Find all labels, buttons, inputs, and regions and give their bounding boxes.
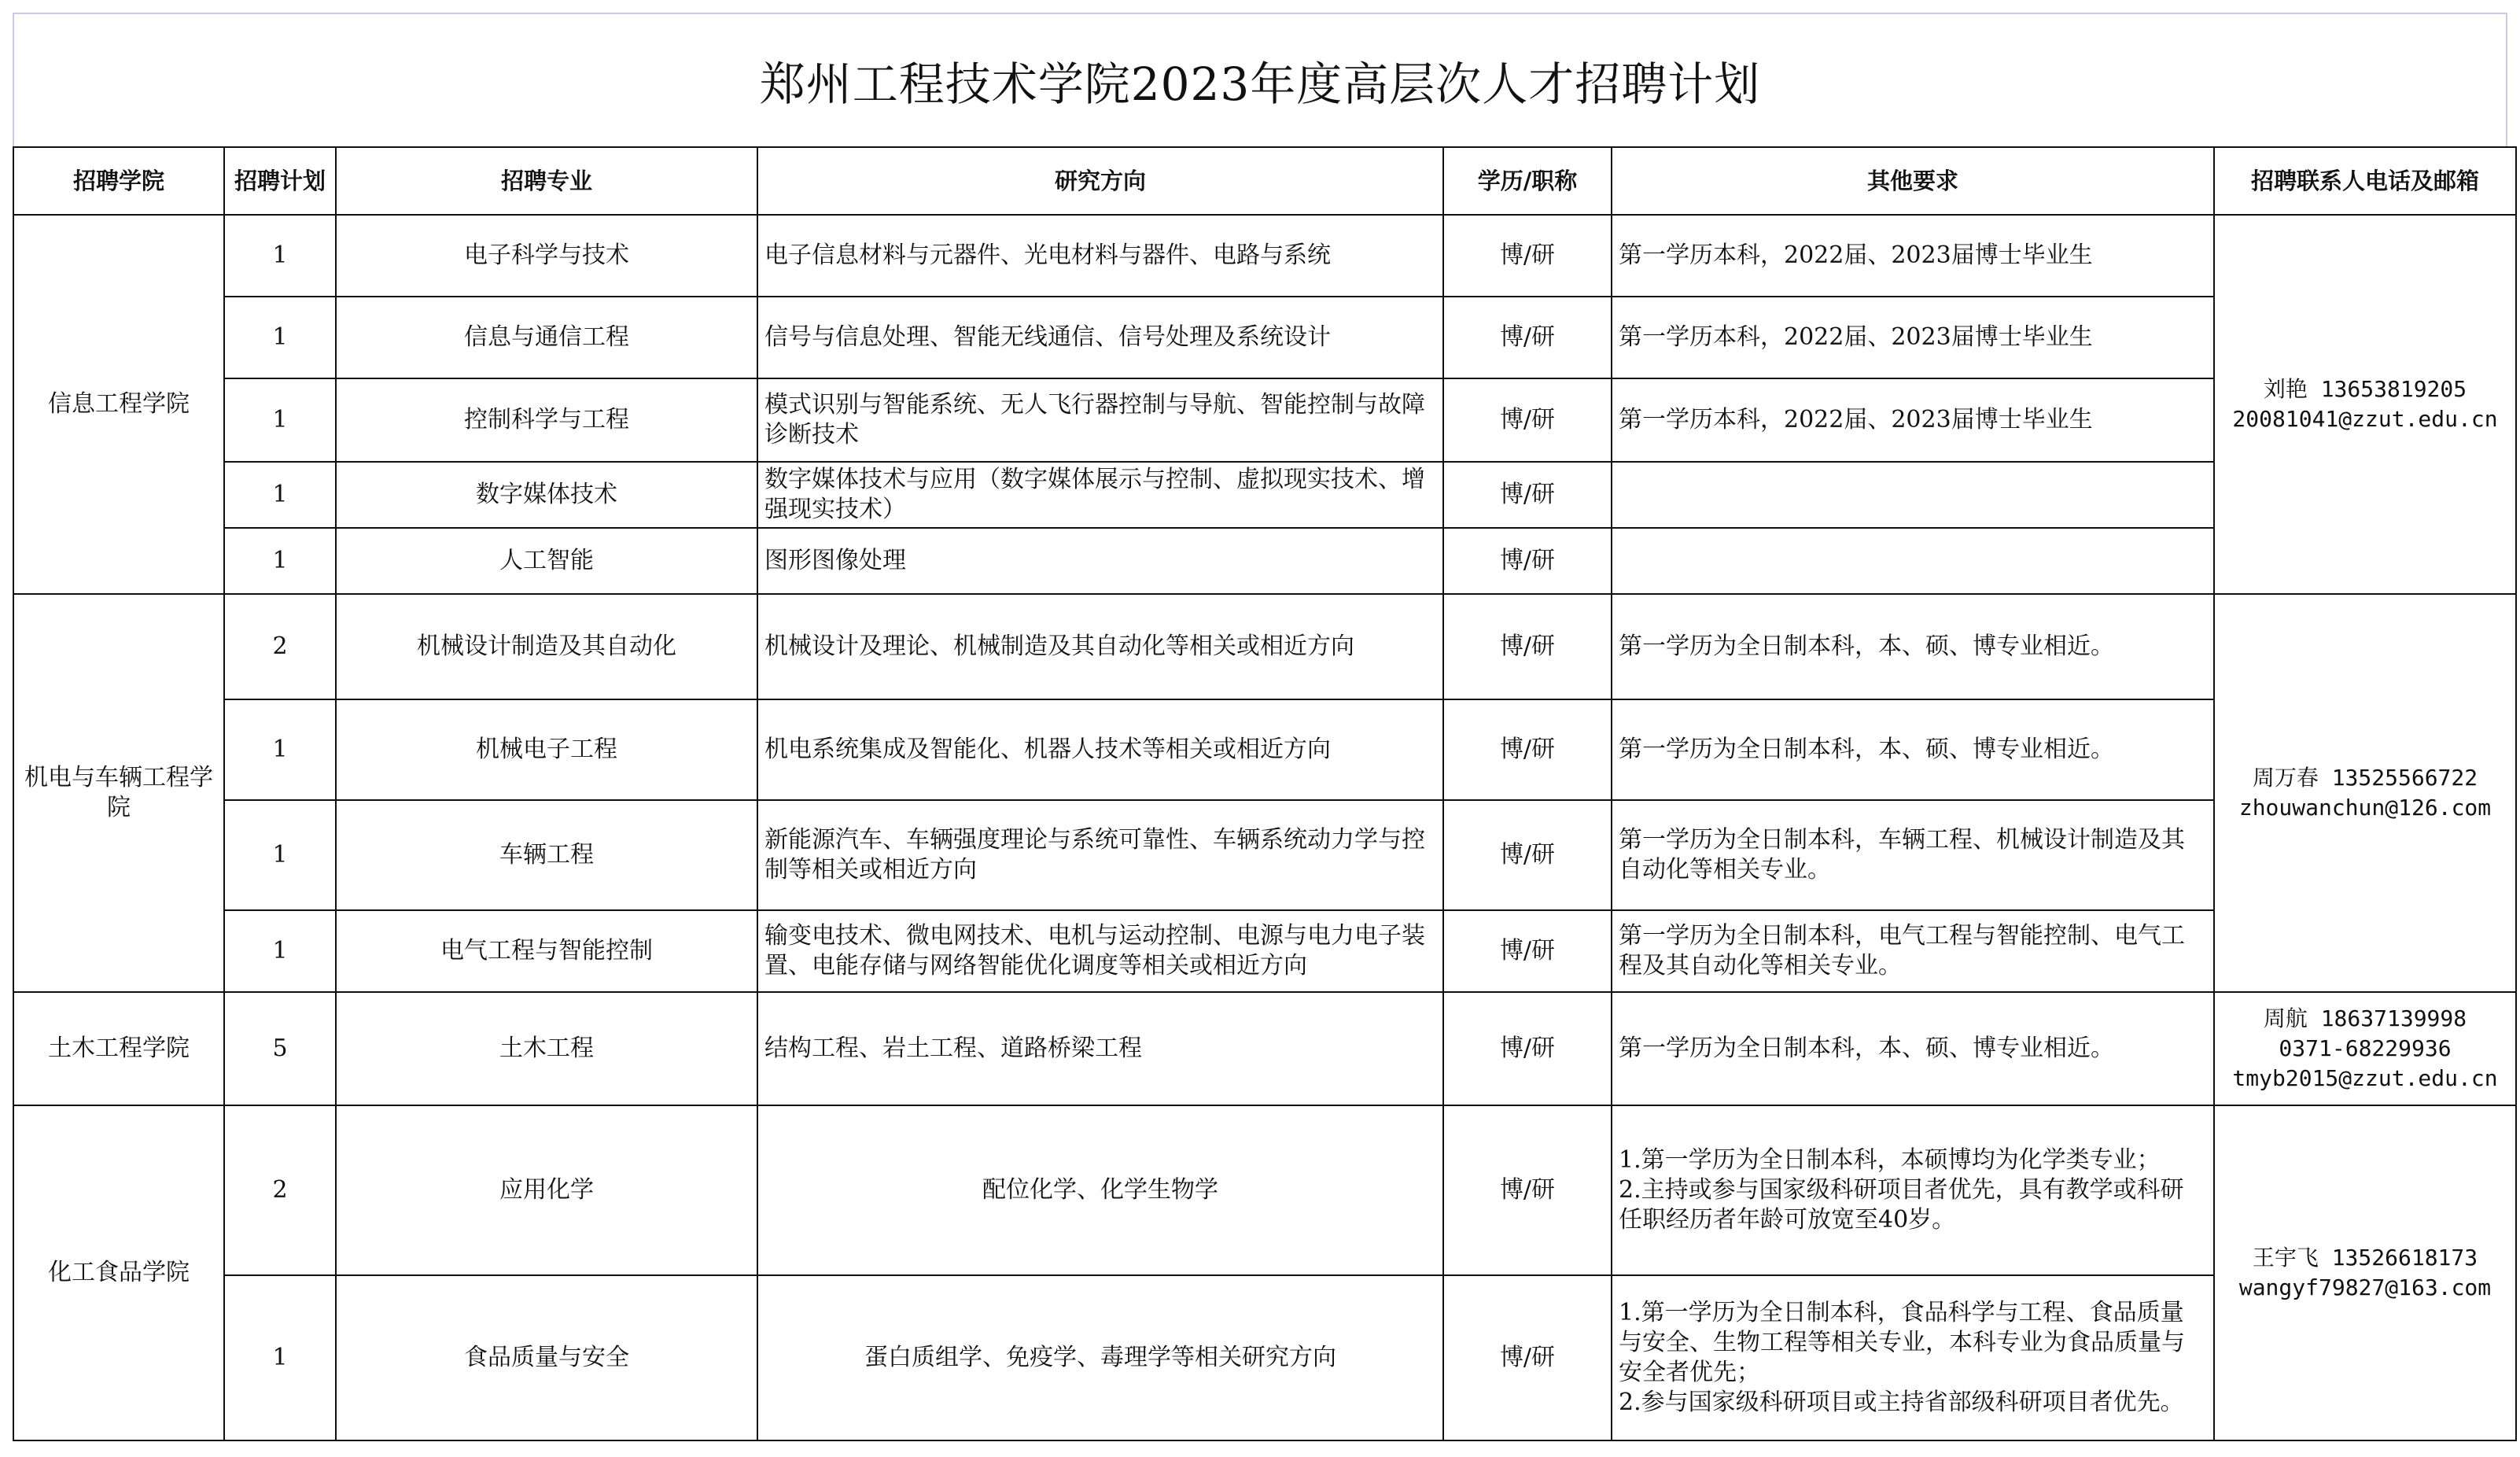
contact-info [2214, 215, 2516, 594]
plan-count: 1 [224, 699, 336, 800]
plan-count: 1 [224, 378, 336, 462]
plan-count: 1 [224, 215, 336, 297]
plan-count: 2 [224, 1105, 336, 1275]
contact-line: wangyf79827@163.com [2238, 1274, 2492, 1300]
contact-info [2214, 594, 2516, 992]
plan-count: 2 [224, 594, 336, 699]
requirement-line: 1.第一学历为全日制本科，食品科学与工程、食品质量与安全、生物工程等相关专业，本科专业为食品质量与安全者优先； [1619, 1299, 2185, 1386]
table-row [13, 699, 2516, 800]
plan-count: 1 [224, 1275, 336, 1440]
major: 人工智能 [336, 528, 757, 594]
table-row [13, 992, 2516, 1105]
research-direction: 新能源汽车、车辆强度理论与系统可靠性、车辆系统动力学与控制等相关或相近方向 [757, 800, 1443, 910]
degree: 博/研 [1443, 378, 1612, 462]
major: 食品质量与安全 [336, 1275, 757, 1440]
requirement [1612, 528, 2214, 594]
requirement: 第一学历本科，2022届、2023届博士毕业生 [1612, 215, 2214, 297]
plan-count: 5 [224, 992, 336, 1105]
college-name: 化工食品学院 [13, 1105, 224, 1440]
research-direction: 蛋白质组学、免疫学、毒理学等相关研究方向 [757, 1275, 1443, 1440]
requirement: 第一学历本科，2022届、2023届博士毕业生 [1612, 378, 2214, 462]
college-name: 信息工程学院 [13, 215, 224, 594]
page-title: 郑州工程技术学院2023年度高层次人才招聘计划 [759, 57, 1761, 111]
degree: 博/研 [1443, 215, 1612, 297]
requirement-line: 2.主持或参与国家级科研项目者优先，具有教学或科研任职经历者年龄可放宽至40岁。 [1619, 1176, 2184, 1234]
table-row [13, 462, 2516, 528]
plan-count: 1 [224, 800, 336, 910]
degree: 博/研 [1443, 297, 1612, 378]
research-direction: 配位化学、化学生物学 [757, 1105, 1443, 1275]
degree: 博/研 [1443, 800, 1612, 910]
header-requirement: 其他要求 [1612, 147, 2214, 215]
table-row [13, 215, 2516, 297]
table-row [13, 910, 2516, 992]
research-direction: 数字媒体技术与应用（数字媒体展示与控制、虚拟现实技术、增强现实技术） [757, 462, 1443, 528]
header-contact: 招聘联系人电话及邮箱 [2214, 147, 2516, 215]
header-college: 招聘学院 [13, 147, 224, 215]
recruitment-table [13, 146, 2517, 1441]
contact-line: 刘艳 13653819205 [2263, 376, 2467, 402]
table-row [13, 594, 2516, 699]
research-direction: 图形图像处理 [757, 528, 1443, 594]
degree: 博/研 [1443, 910, 1612, 992]
header-plan: 招聘计划 [224, 147, 336, 215]
requirement [1612, 1275, 2214, 1440]
requirement: 第一学历为全日制本科，本、硕、博专业相近。 [1612, 992, 2214, 1105]
degree: 博/研 [1443, 1105, 1612, 1275]
header-direction: 研究方向 [757, 147, 1443, 215]
college-name: 机电与车辆工程学院 [13, 594, 224, 992]
research-direction: 机械设计及理论、机械制造及其自动化等相关或相近方向 [757, 594, 1443, 699]
degree: 博/研 [1443, 594, 1612, 699]
contact-info [2214, 1105, 2516, 1440]
requirement: 第一学历为全日制本科，车辆工程、机械设计制造及其自动化等相关专业。 [1612, 800, 2214, 910]
degree: 博/研 [1443, 462, 1612, 528]
research-direction: 电子信息材料与元器件、光电材料与器件、电路与系统 [757, 215, 1443, 297]
degree: 博/研 [1443, 992, 1612, 1105]
major: 土木工程 [336, 992, 757, 1105]
title-bar [13, 13, 2507, 146]
contact-line: tmyb2015@zzut.edu.cn [2232, 1065, 2498, 1091]
contact-line: 周航 18637139998 [2263, 1005, 2467, 1031]
contact-line: 20081041@zzut.edu.cn [2232, 406, 2498, 432]
header-row [13, 147, 2516, 215]
requirement [1612, 462, 2214, 528]
major: 数字媒体技术 [336, 462, 757, 528]
major: 电子科学与技术 [336, 215, 757, 297]
contact-line: 王宇飞 13526618173 [2252, 1245, 2478, 1271]
college-name: 土木工程学院 [13, 992, 224, 1105]
requirement-line: 1.第一学历为全日制本科，本硕博均为化学类专业； [1619, 1146, 2161, 1174]
requirement: 第一学历为全日制本科，电气工程与智能控制、电气工程及其自动化等相关专业。 [1612, 910, 2214, 992]
research-direction: 结构工程、岩土工程、道路桥梁工程 [757, 992, 1443, 1105]
major: 电气工程与智能控制 [336, 910, 757, 992]
table-row [13, 528, 2516, 594]
major: 车辆工程 [336, 800, 757, 910]
plan-count: 1 [224, 462, 336, 528]
plan-count: 1 [224, 528, 336, 594]
contact-line: zhouwanchun@126.com [2238, 795, 2492, 821]
degree: 博/研 [1443, 528, 1612, 594]
table-row [13, 1275, 2516, 1440]
research-direction: 模式识别与智能系统、无人飞行器控制与导航、智能控制与故障诊断技术 [757, 378, 1443, 462]
contact-info [2214, 992, 2516, 1105]
requirement [1612, 1105, 2214, 1275]
table-row [13, 378, 2516, 462]
research-direction: 信号与信息处理、智能无线通信、信号处理及系统设计 [757, 297, 1443, 378]
major: 机械电子工程 [336, 699, 757, 800]
research-direction: 输变电技术、微电网技术、电机与运动控制、电源与电力电子装置、电能存储与网络智能优化调度等相关或相近方向 [757, 910, 1443, 992]
table-row [13, 1105, 2516, 1275]
major: 控制科学与工程 [336, 378, 757, 462]
major: 应用化学 [336, 1105, 757, 1275]
requirement: 第一学历本科，2022届、2023届博士毕业生 [1612, 297, 2214, 378]
table-row [13, 800, 2516, 910]
degree: 博/研 [1443, 699, 1612, 800]
plan-count: 1 [224, 297, 336, 378]
degree: 博/研 [1443, 1275, 1612, 1440]
header-major: 招聘专业 [336, 147, 757, 215]
contact-line: 周万春 13525566722 [2252, 765, 2478, 791]
major: 机械设计制造及其自动化 [336, 594, 757, 699]
table-row [13, 297, 2516, 378]
research-direction: 机电系统集成及智能化、机器人技术等相关或相近方向 [757, 699, 1443, 800]
plan-count: 1 [224, 910, 336, 992]
contact-line: 0371-68229936 [2279, 1035, 2452, 1061]
major: 信息与通信工程 [336, 297, 757, 378]
requirement: 第一学历为全日制本科，本、硕、博专业相近。 [1612, 699, 2214, 800]
requirement-line: 2.参与国家级科研项目或主持省部级科研项目者优先。 [1619, 1389, 2184, 1416]
requirement: 第一学历为全日制本科，本、硕、博专业相近。 [1612, 594, 2214, 699]
header-degree: 学历/职称 [1443, 147, 1612, 215]
